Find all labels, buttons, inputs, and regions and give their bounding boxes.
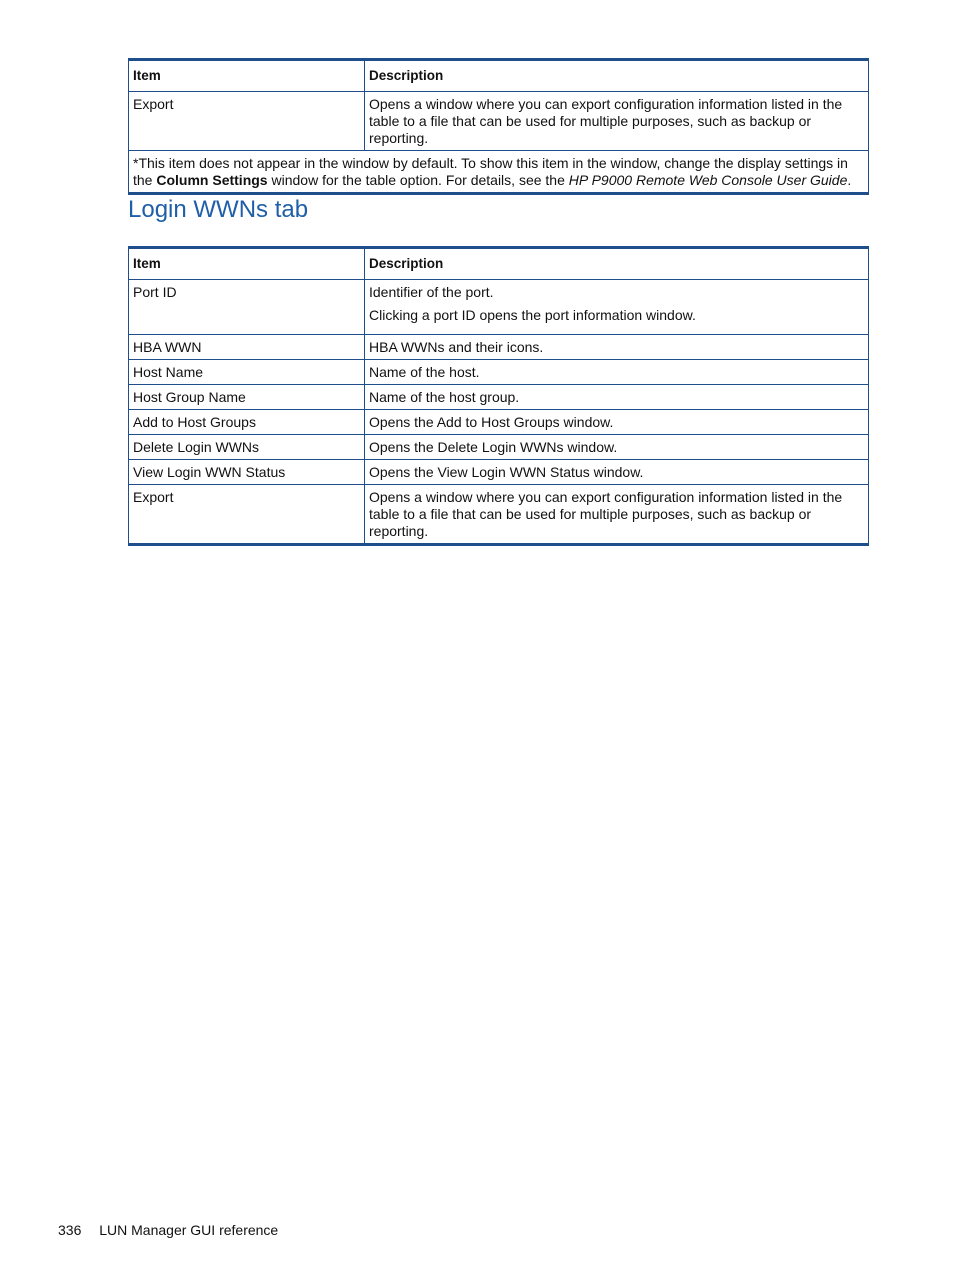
item-cell: Export <box>129 485 365 545</box>
footer-title: LUN Manager GUI reference <box>99 1222 279 1238</box>
column-header-description: Description <box>365 60 869 92</box>
table-row <box>129 360 869 385</box>
item-cell: Port ID <box>129 280 365 335</box>
page-number: 336 <box>58 1222 82 1238</box>
table-row <box>129 335 869 360</box>
column-settings-term: Column Settings <box>156 172 268 188</box>
table-header-row <box>129 60 869 92</box>
table-row <box>129 410 869 435</box>
export-table <box>128 58 869 195</box>
column-header-description: Description <box>365 248 869 280</box>
description-cell <box>365 280 869 335</box>
item-cell: HBA WWN <box>129 335 365 360</box>
login-wwns-table <box>128 246 869 546</box>
description-cell: Opens the View Login WWN Status window. <box>365 460 869 485</box>
table-row <box>129 460 869 485</box>
footnote-text: *This item does not appear in the window by default. To show this item in the window, change the display settings in the <box>133 155 848 188</box>
column-header-item: Item <box>129 248 365 280</box>
item-cell: Host Name <box>129 360 365 385</box>
table-note-row <box>129 151 869 194</box>
table-row <box>129 385 869 410</box>
description-line: Identifier of the port. <box>369 284 494 300</box>
description-cell: Name of the host. <box>365 360 869 385</box>
description-cell: Opens a window where you can export configuration information listed in the table to a file that can be used for multiple purposes, such as backup or reporting. <box>365 92 869 151</box>
footnote-text: window for the table option. For details, see the <box>267 172 569 188</box>
table-row <box>129 435 869 460</box>
column-header-item: Item <box>129 60 365 92</box>
table-row <box>129 280 869 335</box>
table-footnote <box>129 151 869 194</box>
description-cell: Opens a window where you can export configuration information listed in the table to a file that can be used for multiple purposes, such as backup or reporting. <box>365 485 869 545</box>
footnote-text: . <box>847 172 852 188</box>
description-line: Clicking a port ID opens the port information window. <box>369 307 696 323</box>
description-cell: Opens the Add to Host Groups window. <box>365 410 869 435</box>
table-row <box>129 92 869 151</box>
section-heading: Login WWNs tab <box>128 196 309 223</box>
item-cell: Export <box>129 92 365 151</box>
item-cell: Add to Host Groups <box>129 410 365 435</box>
item-cell: Host Group Name <box>129 385 365 410</box>
description-cell: Name of the host group. <box>365 385 869 410</box>
item-cell: Delete Login WWNs <box>129 435 365 460</box>
table-header-row <box>129 248 869 280</box>
table-row <box>129 485 869 545</box>
description-cell: Opens the Delete Login WWNs window. <box>365 435 869 460</box>
item-cell: View Login WWN Status <box>129 460 365 485</box>
page-footer <box>58 1222 278 1238</box>
description-cell: HBA WWNs and their icons. <box>365 335 869 360</box>
guide-reference: HP P9000 Remote Web Console User Guide <box>568 172 848 188</box>
